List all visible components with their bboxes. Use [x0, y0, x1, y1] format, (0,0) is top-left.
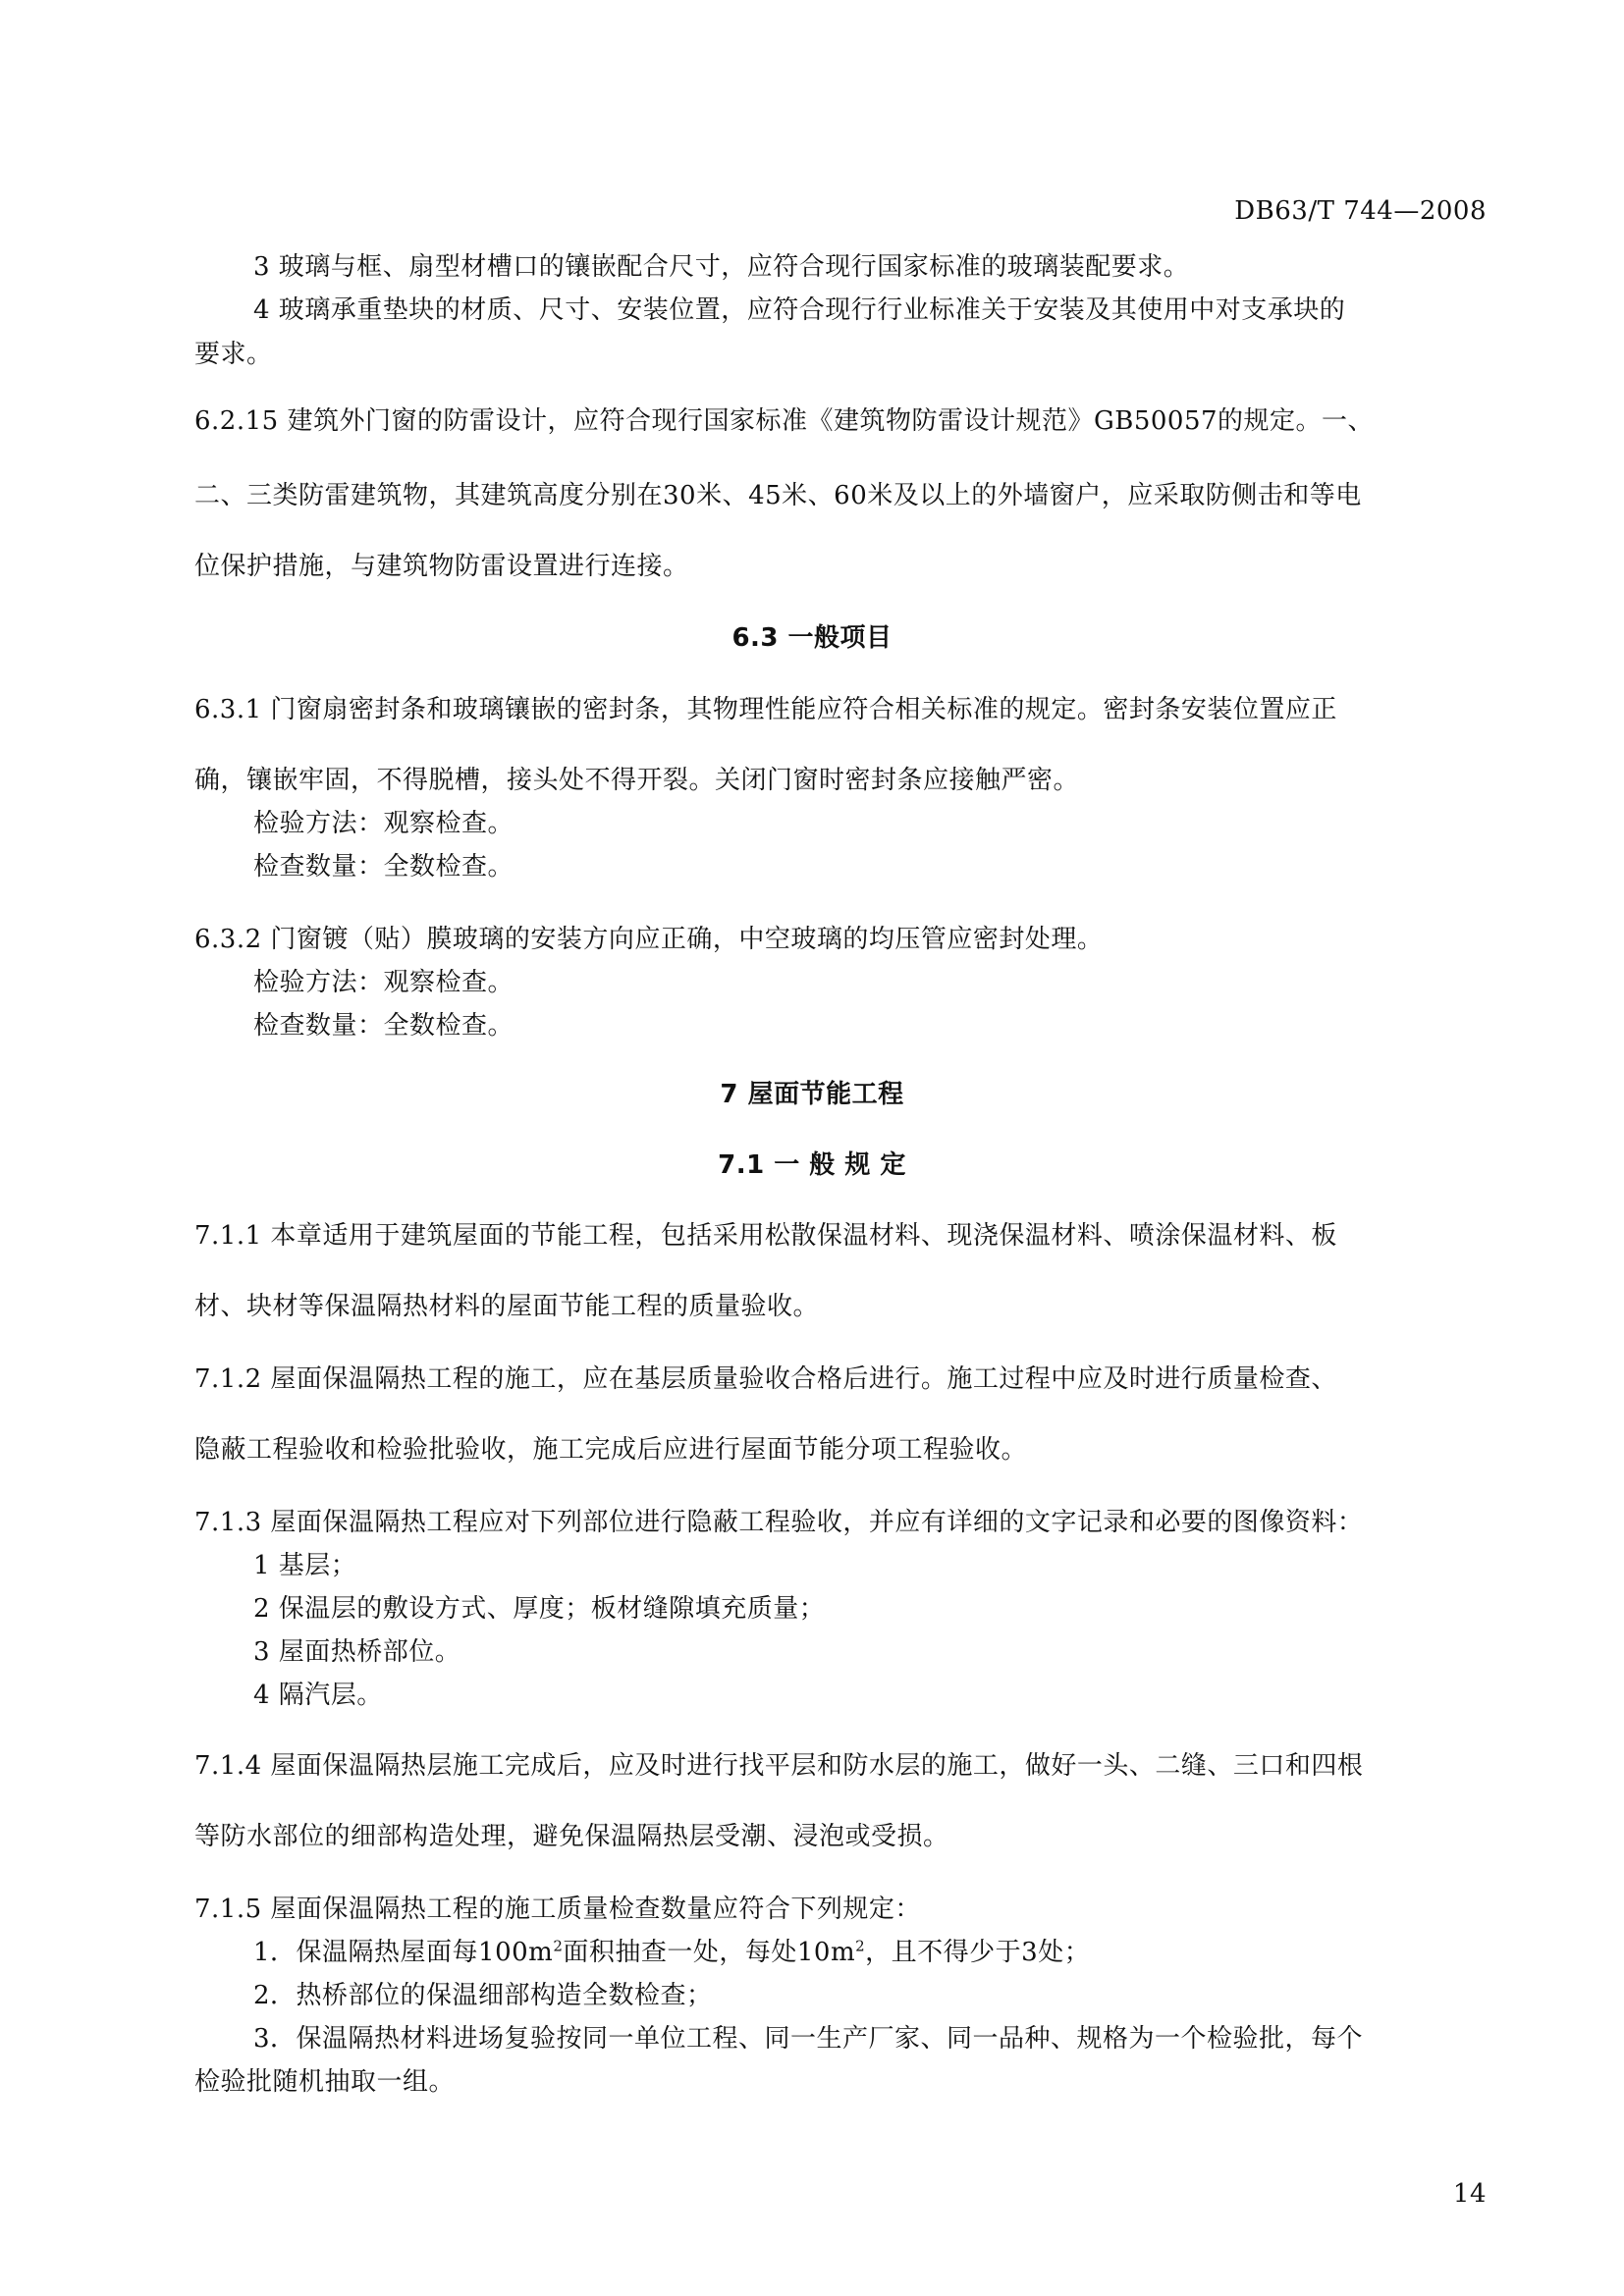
- paragraph-line: 等防水部位的细部构造处理，避免保温隔热层受潮、浸泡或受损。: [194, 1822, 949, 1851]
- clause-6-3-2: 6.3.2 门窗镀（贴）膜玻璃的安装方向应正确，中空玻璃的均压管应密封处理。: [194, 925, 1104, 954]
- list-item-text: 1．保温隔热屋面每100m: [253, 1938, 554, 1967]
- list-item: 4 隔汽层。: [253, 1681, 383, 1710]
- inspection-method: 检验方法：观察检查。: [253, 809, 514, 838]
- list-item: 2．热桥部位的保温细部构造全数检查；: [253, 1981, 713, 2010]
- list-item-text: ，且不得少于3处；: [865, 1938, 1091, 1967]
- list-item: 3．保温隔热材料进场复验按同一单位工程、同一生产厂家、同一品种、规格为一个检验批，每个: [253, 2024, 1364, 2054]
- paragraph-line: 检验批随机抽取一组。: [194, 2067, 456, 2097]
- clause-7-1-3: 7.1.3 屋面保温隔热工程应对下列部位进行隐蔽工程验收，并应有详细的文字记录和必要的图像资料：: [194, 1508, 1364, 1537]
- paragraph-line: 材、块材等保温隔热材料的屋面节能工程的质量验收。: [194, 1292, 820, 1321]
- section-heading-6-3: 6.3 一般项目: [731, 623, 893, 653]
- inspection-quantity: 检查数量：全数检查。: [253, 1011, 514, 1041]
- list-item: 3 玻璃与框、扇型材槽口的镶嵌配合尺寸，应符合现行国家标准的玻璃装配要求。: [253, 252, 1190, 282]
- superscript: 2: [553, 1937, 564, 1955]
- clause-6-3-1: 6.3.1 门窗扇密封条和玻璃镶嵌的密封条，其物理性能应符合相关标准的规定。密封条安装位置应正: [194, 695, 1337, 724]
- paragraph-line: 确，镶嵌牢固，不得脱槽，接头处不得开裂。关闭门窗时密封条应接触严密。: [194, 766, 1080, 795]
- list-item: 1 基层；: [253, 1551, 357, 1580]
- clause-7-1-1: 7.1.1 本章适用于建筑屋面的节能工程，包括采用松散保温材料、现浇保温材料、喷涂保温材料、板: [194, 1221, 1337, 1251]
- superscript: 2: [855, 1937, 866, 1955]
- page-number: 14: [1452, 2179, 1487, 2209]
- list-item-text: 面积抽查一处，每处10m: [563, 1938, 856, 1967]
- section-heading-7-1: 7.1 一 般 规 定: [718, 1150, 906, 1180]
- inspection-method: 检验方法：观察检查。: [253, 968, 514, 997]
- paragraph-line: 位保护措施，与建筑物防雷设置进行连接。: [194, 552, 689, 581]
- paragraph-line: 二、三类防雷建筑物，其建筑高度分别在30米、45米、60米及以上的外墙窗户，应采取防侧击和等电: [194, 481, 1362, 510]
- list-item: 3 屋面热桥部位。: [253, 1637, 461, 1667]
- paragraph-line: 要求。: [194, 340, 273, 369]
- clause-7-1-2: 7.1.2 屋面保温隔热工程的施工，应在基层质量验收合格后进行。施工过程中应及时进行质量检查、: [194, 1364, 1337, 1394]
- list-item: [253, 1936, 1090, 1969]
- paragraph-line: 隐蔽工程验收和检验批验收，施工完成后应进行屋面节能分项工程验收。: [194, 1435, 1028, 1465]
- clause-6-2-15: 6.2.15 建筑外门窗的防雷设计，应符合现行国家标准《建筑物防雷设计规范》GB50057的规定。一、: [194, 406, 1375, 436]
- chapter-heading-7: 7 屋面节能工程: [720, 1080, 904, 1109]
- clause-7-1-4: 7.1.4 屋面保温隔热层施工完成后，应及时进行找平层和防水层的施工，做好一头、二缝、三口和四根: [194, 1751, 1364, 1781]
- list-item: 2 保温层的敷设方式、厚度；板材缝隙填充质量；: [253, 1594, 826, 1624]
- list-item: 4 玻璃承重垫块的材质、尺寸、安装位置，应符合现行行业标准关于安装及其使用中对支承块的: [253, 295, 1346, 325]
- inspection-quantity: 检查数量：全数检查。: [253, 852, 514, 881]
- document-code: DB63/T 744—2008: [1234, 196, 1487, 226]
- clause-7-1-5: 7.1.5 屋面保温隔热工程的施工质量检查数量应符合下列规定：: [194, 1895, 921, 1924]
